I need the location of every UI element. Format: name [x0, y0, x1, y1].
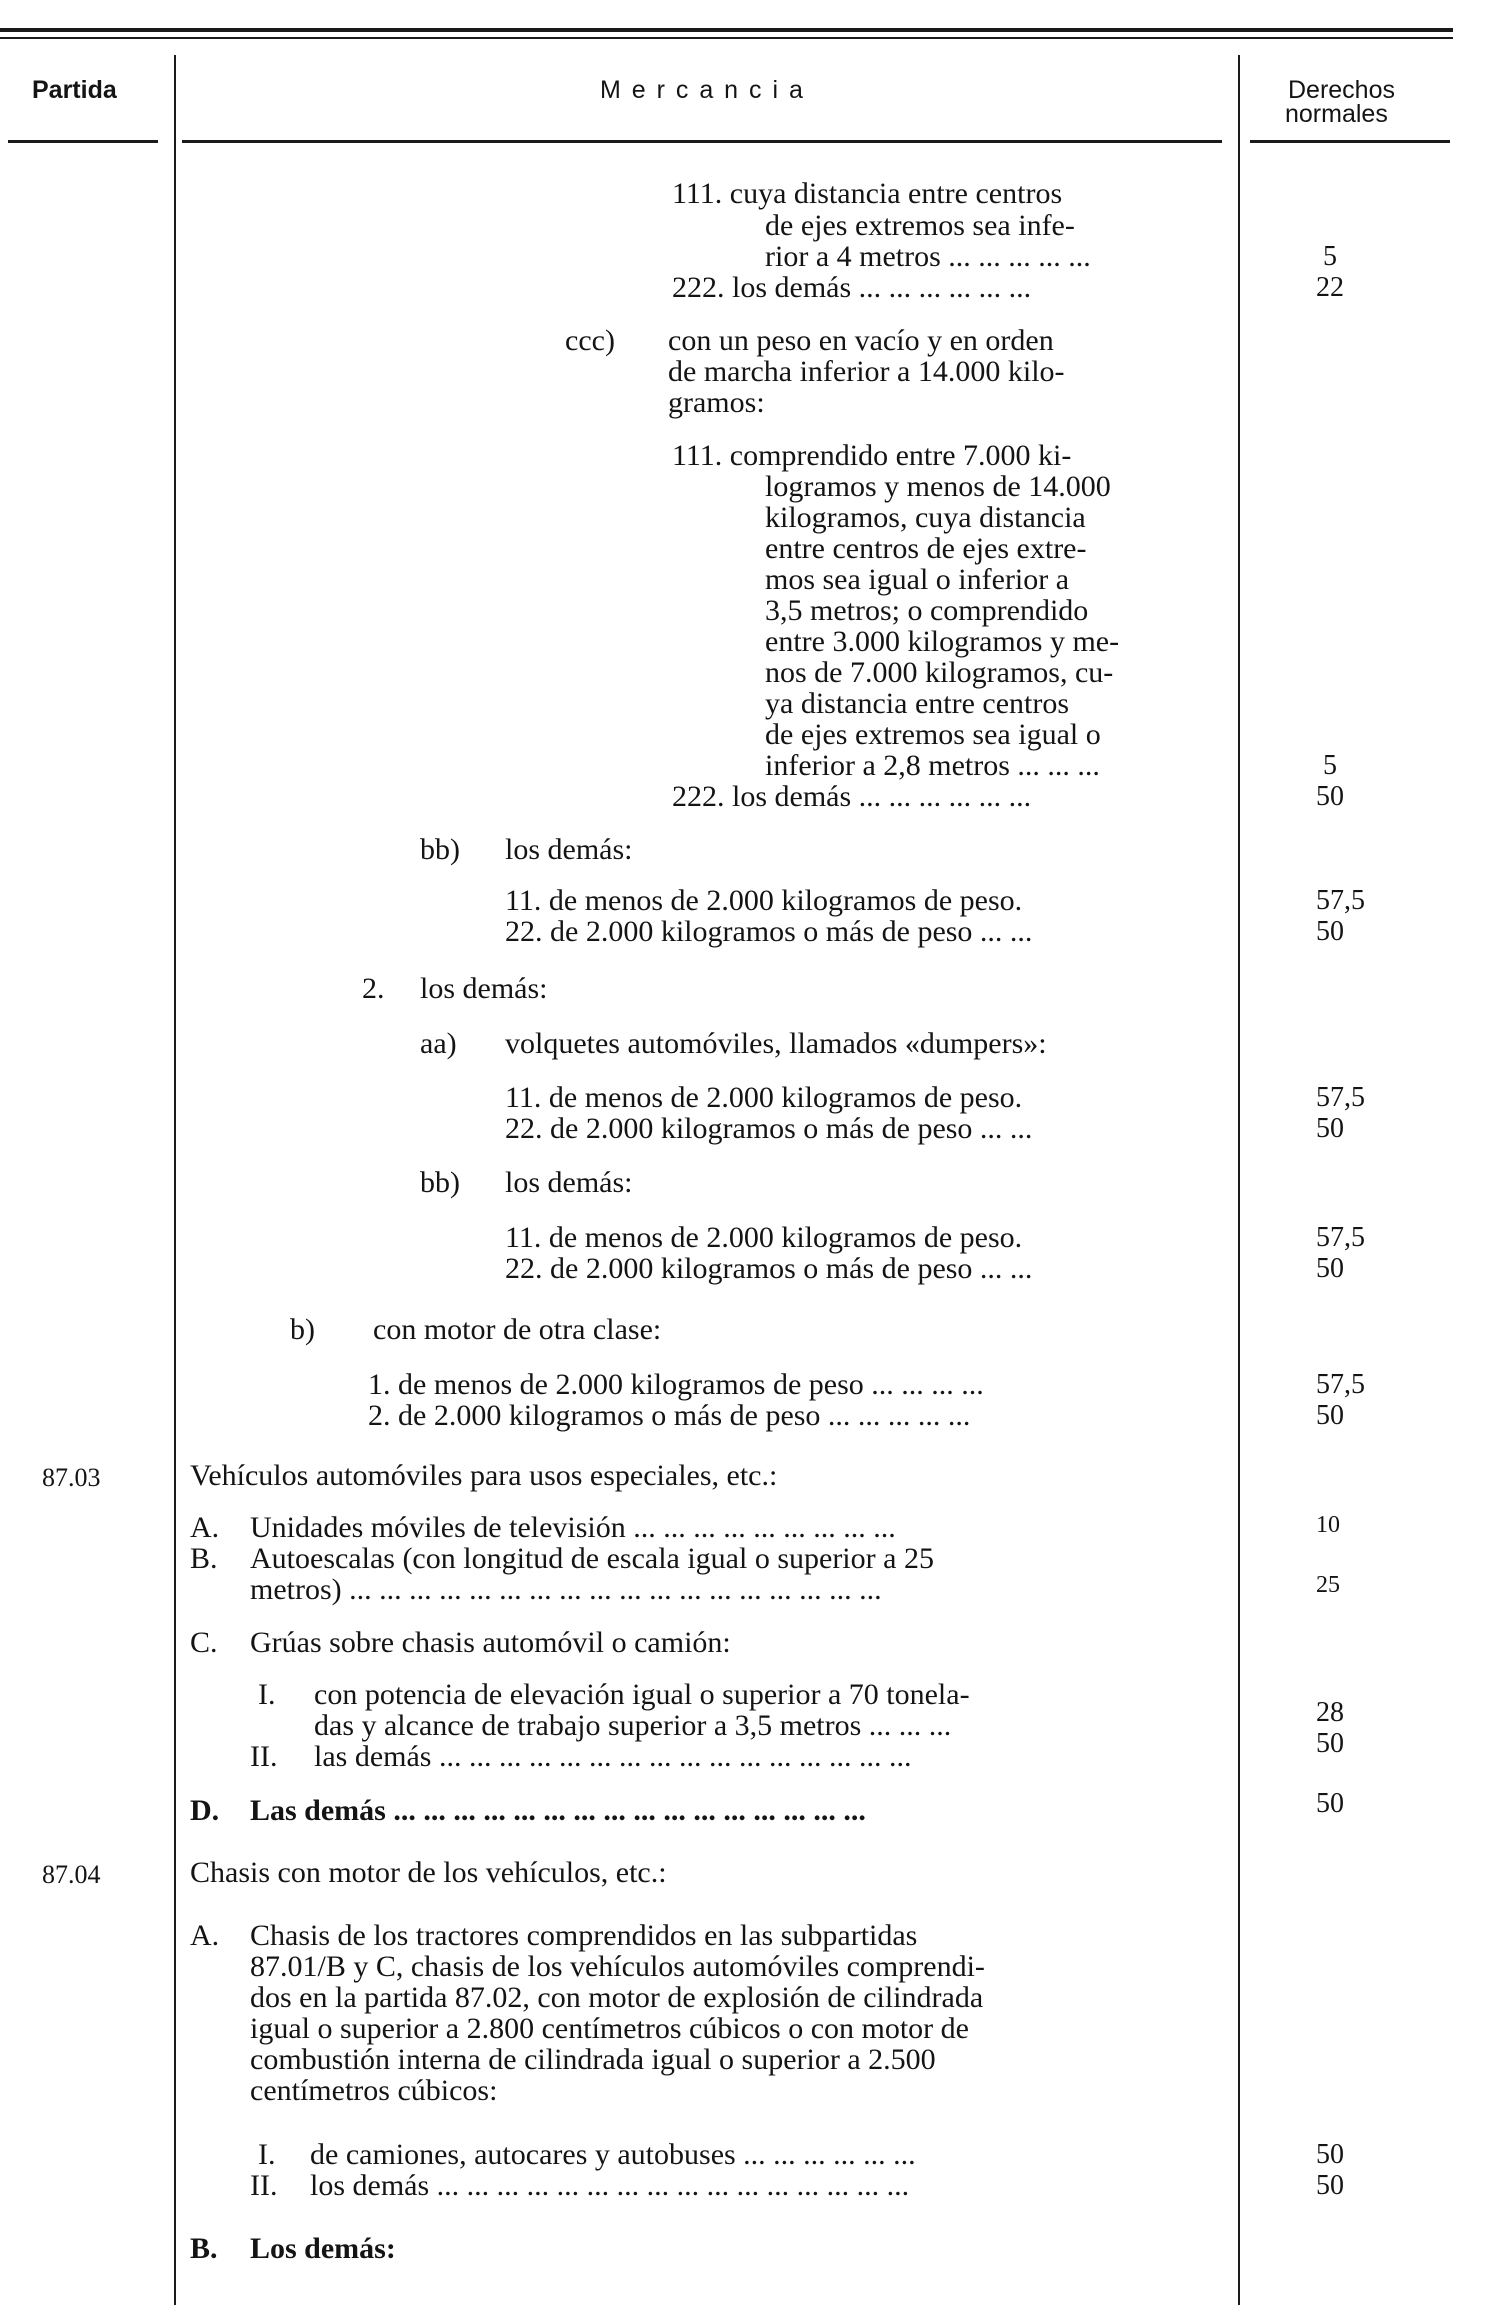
row-text: Las demás ... ... ... ... ... ... ... ... ... ... ... ... ... ... ... ... [250, 1794, 866, 1827]
column-separator-right [1238, 55, 1240, 2305]
item-label: B. [190, 2232, 218, 2265]
row-text: Unidades móviles de televisión ... ... ... ... ... ... ... ... ... [250, 1511, 896, 1544]
row-text: mos sea igual o inferior a [765, 563, 1070, 596]
row-text: de camiones, autocares y autobuses ... ... ... ... ... ... [310, 2138, 916, 2171]
duty-value: 50 [1316, 1728, 1344, 1759]
duty-value: 10 [1316, 1512, 1340, 1538]
partida-number: 87.03 [42, 1463, 101, 1492]
row-text: 111. comprendido entre 7.000 ki- [672, 439, 1072, 472]
row-text: 22. de 2.000 kilogramos o más de peso ... ... [505, 1252, 1033, 1285]
duty-value: 25 [1316, 1572, 1340, 1598]
header-derechos-1: Derechos [1288, 76, 1395, 104]
row-text: centímetros cúbicos: [250, 2074, 498, 2107]
duty-value: 50 [1316, 916, 1344, 947]
item-label: bb) [420, 1166, 460, 1199]
row-text: Autoescalas (con longitud de escala igual o superior a 25 [250, 1542, 934, 1575]
row-text: 22. de 2.000 kilogramos o más de peso ... ... [505, 1112, 1033, 1145]
row-text: de ejes extremos sea igual o [765, 718, 1101, 751]
duty-value: 50 [1316, 2139, 1344, 2170]
row-text: entre centros de ejes extre- [765, 532, 1087, 565]
row-text: volquetes automóviles, llamados «dumpers»: [505, 1027, 1047, 1060]
header-mercancia: M e r c a n c i a [600, 76, 805, 104]
duty-value: 50 [1316, 781, 1344, 812]
duty-value: 5 [1323, 241, 1337, 272]
item-label: II. [250, 2169, 278, 2202]
row-text: 3,5 metros; o comprendido [765, 594, 1089, 627]
duty-value: 50 [1316, 1788, 1344, 1819]
duty-value: 28 [1316, 1697, 1344, 1728]
row-text: 222. los demás ... ... ... ... ... ... [672, 780, 1032, 813]
row-text: los demás: [505, 1166, 633, 1199]
item-label: II. [250, 1740, 278, 1773]
row-text: 1. de menos de 2.000 kilogramos de peso ... ... ... ... [368, 1368, 984, 1401]
row-text: 87.01/B y C, chasis de los vehículos automóviles comprendi- [250, 1950, 985, 1983]
row-text: con potencia de elevación igual o superior a 70 tonela- [314, 1678, 970, 1711]
header-derechos-2: normales [1285, 100, 1388, 128]
header-underline-derechos [1250, 140, 1450, 143]
item-label: A. [190, 1919, 220, 1952]
row-text: ya distancia entre centros [765, 687, 1070, 720]
duty-value: 22 [1316, 272, 1344, 303]
item-label: bb) [420, 833, 460, 866]
row-text: 222. los demás ... ... ... ... ... ... [672, 271, 1032, 304]
row-text: metros) ... ... ... ... ... ... ... ... ... ... ... ... ... ... ... ... ... ... [250, 1573, 882, 1606]
row-text: entre 3.000 kilogramos y me- [765, 625, 1120, 658]
row-text: rior a 4 metros ... ... ... ... ... [765, 240, 1091, 273]
row-text: los demás: [420, 972, 548, 1005]
row-text: inferior a 2,8 metros ... ... ... [765, 749, 1100, 782]
row-text: de ejes extremos sea infe- [765, 209, 1075, 242]
item-label: D. [190, 1794, 220, 1827]
top-rule-thin [0, 37, 1453, 39]
duty-value: 50 [1316, 1400, 1344, 1431]
duty-value: 50 [1316, 1253, 1344, 1284]
row-text: 11. de menos de 2.000 kilogramos de peso. [505, 884, 1023, 917]
item-label: I. [258, 1678, 276, 1711]
row-text: con motor de otra clase: [373, 1313, 662, 1346]
row-text: Los demás: [250, 2232, 396, 2265]
header-partida: Partida [32, 76, 117, 104]
row-text: Grúas sobre chasis automóvil o camión: [250, 1626, 731, 1659]
duty-value: 50 [1316, 2170, 1344, 2201]
row-text: igual o superior a 2.800 centímetros cúbicos o con motor de [250, 2012, 969, 2045]
row-text: Chasis de los tractores comprendidos en las subpartidas [250, 1919, 918, 1952]
row-text: Vehículos automóviles para usos especiales, etc.: [190, 1459, 778, 1492]
row-text: combustión interna de cilindrada igual o superior a 2.500 [250, 2043, 936, 2076]
row-text: Chasis con motor de los vehículos, etc.: [190, 1856, 667, 1889]
top-rule-thick [0, 28, 1453, 32]
header-underline-partida [8, 140, 158, 143]
duty-value: 57,5 [1316, 885, 1365, 916]
row-text: kilogramos, cuya distancia [765, 501, 1086, 534]
item-label: I. [258, 2138, 276, 2171]
row-text: los demás ... ... ... ... ... ... ... ... ... ... ... ... ... ... ... ... [310, 2169, 910, 2202]
row-text: de marcha inferior a 14.000 kilo- [668, 355, 1065, 388]
item-label: 2. [362, 972, 385, 1005]
row-text: dos en la partida 87.02, con motor de explosión de cilindrada [250, 1981, 984, 2014]
item-label: A. [190, 1511, 220, 1544]
column-separator-left [174, 55, 176, 2305]
duty-value: 57,5 [1316, 1222, 1365, 1253]
duty-value: 5 [1323, 750, 1337, 781]
row-text: 111. cuya distancia entre centros [672, 177, 1063, 210]
row-text: con un peso en vacío y en orden [668, 324, 1054, 357]
row-text: 2. de 2.000 kilogramos o más de peso ... ... ... ... ... [368, 1399, 971, 1432]
header-underline-mercancia [182, 140, 1222, 143]
duty-value: 50 [1316, 1113, 1344, 1144]
row-text: nos de 7.000 kilogramos, cu- [765, 656, 1114, 689]
duty-value: 57,5 [1316, 1369, 1365, 1400]
item-label: aa) [420, 1027, 457, 1060]
item-label: C. [190, 1626, 218, 1659]
row-text: los demás: [505, 833, 633, 866]
row-text: 11. de menos de 2.000 kilogramos de peso. [505, 1221, 1023, 1254]
item-label: B. [190, 1542, 218, 1575]
item-label: ccc) [565, 324, 615, 357]
partida-number: 87.04 [42, 1860, 101, 1889]
row-text: las demás ... ... ... ... ... ... ... ... ... ... ... ... ... ... ... ... [314, 1740, 912, 1773]
row-text: 22. de 2.000 kilogramos o más de peso ... ... [505, 915, 1033, 948]
duty-value: 57,5 [1316, 1082, 1365, 1113]
row-text: 11. de menos de 2.000 kilogramos de peso. [505, 1081, 1023, 1114]
item-label: b) [290, 1313, 315, 1346]
row-text: gramos: [668, 386, 765, 419]
row-text: logramos y menos de 14.000 [765, 470, 1111, 503]
row-text: das y alcance de trabajo superior a 3,5 metros ... ... ... [314, 1709, 952, 1742]
